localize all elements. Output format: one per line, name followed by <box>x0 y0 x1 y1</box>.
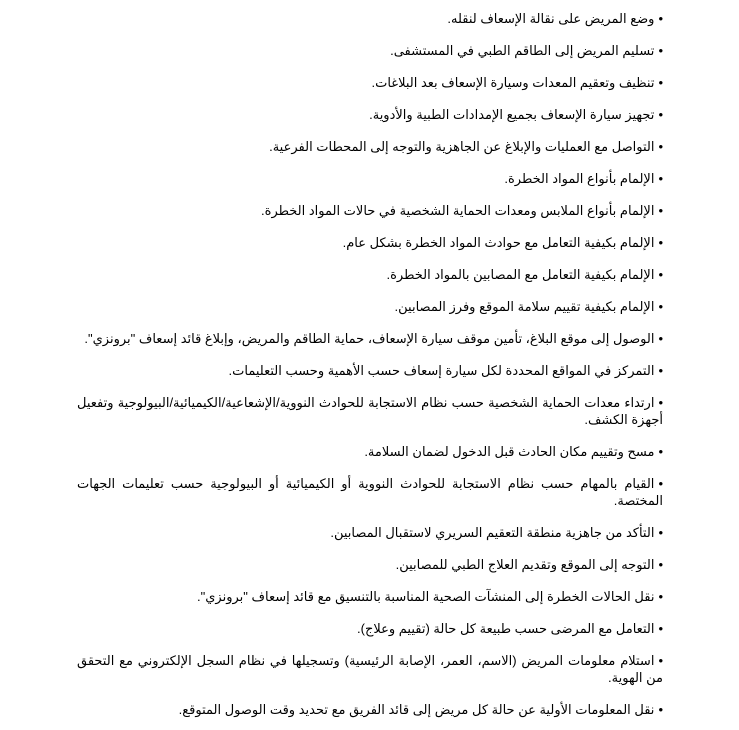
list-item <box>77 74 663 91</box>
bullet-icon: • <box>658 299 663 314</box>
list-item-text: تسليم المريض إلى الطاقم الطبي في المستشفى. <box>390 43 655 58</box>
list-item-text: الإلمام بأنواع المواد الخطرة. <box>504 171 655 186</box>
list-item <box>77 556 663 573</box>
list-item-text: تجهيز سيارة الإسعاف بجميع الإمدادات الطبية والأدوية. <box>369 107 655 122</box>
list-item <box>77 298 663 315</box>
list-item <box>77 10 663 27</box>
list-item-text: ارتداء معدات الحماية الشخصية حسب نظام الاستجابة للحوادث النووية/الإشعاعية/الكيميائية/البيولوجية وتفعيل أجهزة الكشف. <box>77 395 663 427</box>
bullet-icon: • <box>658 171 663 186</box>
list-item <box>77 524 663 541</box>
list-item <box>77 330 663 347</box>
list-item <box>77 202 663 219</box>
bullet-icon: • <box>658 235 663 250</box>
list-item-text: التمركز في المواقع المحددة لكل سيارة إسعاف حسب الأهمية وحسب التعليمات. <box>228 363 655 378</box>
list-item <box>77 652 663 686</box>
list-item <box>77 701 663 718</box>
list-item-text: نقل المعلومات الأولية عن حالة كل مريض إلى قائد الفريق مع تحديد وقت الوصول المتوقع. <box>178 702 655 717</box>
bullet-icon: • <box>658 75 663 90</box>
list-item <box>77 362 663 379</box>
list-item-text: الإلمام بأنواع الملابس ومعدات الحماية الشخصية في حالات المواد الخطرة. <box>261 203 655 218</box>
list-item-text: الإلمام بكيفية التعامل مع المصابين بالمواد الخطرة. <box>386 267 655 282</box>
bullet-icon: • <box>658 444 663 459</box>
list-item <box>77 620 663 637</box>
bullet-icon: • <box>658 557 663 572</box>
list-item-text: تنظيف وتعقيم المعدات وسيارة الإسعاف بعد البلاغات. <box>371 75 655 90</box>
bullet-icon: • <box>658 589 663 604</box>
list-item <box>77 588 663 605</box>
duties-bullet-list <box>77 10 663 718</box>
list-item-text: الإلمام بكيفية التعامل مع حوادث المواد الخطرة بشكل عام. <box>342 235 655 250</box>
bullet-icon: • <box>658 203 663 218</box>
list-item <box>77 443 663 460</box>
list-item <box>77 394 663 428</box>
list-item <box>77 234 663 251</box>
list-item <box>77 138 663 155</box>
list-item-text: نقل الحالات الخطرة إلى المنشآت الصحية المناسبة بالتنسيق مع قائد إسعاف "برونزي". <box>197 589 655 604</box>
list-item-text: التأكد من جاهزية منطقة التعقيم السريري لاستقبال المصابين. <box>330 525 655 540</box>
bullet-icon: • <box>658 476 663 491</box>
list-item <box>77 266 663 283</box>
list-item <box>77 106 663 123</box>
list-item-text: وضع المريض على نقالة الإسعاف لنقله. <box>447 11 655 26</box>
list-item <box>77 42 663 59</box>
list-item-text: التوجه إلى الموقع وتقديم العلاج الطبي للمصابين. <box>395 557 655 572</box>
bullet-icon: • <box>658 363 663 378</box>
bullet-icon: • <box>658 702 663 717</box>
list-item <box>77 170 663 187</box>
bullet-icon: • <box>658 653 663 668</box>
bullet-icon: • <box>658 107 663 122</box>
list-item-text: مسح وتقييم مكان الحادث قبل الدخول لضمان السلامة. <box>364 444 655 459</box>
bullet-icon: • <box>658 43 663 58</box>
list-item-text: القيام بالمهام حسب نظام الاستجابة للحوادث النووية أو الكيميائية أو البيولوجية حسب تعليمات الجهات المختصة. <box>77 476 663 508</box>
list-item-text: استلام معلومات المريض (الاسم، العمر، الإصابة الرئيسية) وتسجيلها في نظام السجل الإلكتروني مع التحقق من الهوية. <box>77 653 663 685</box>
bullet-icon: • <box>658 331 663 346</box>
list-item-text: التعامل مع المرضى حسب طبيعة كل حالة (تقييم وعلاج). <box>357 621 655 636</box>
bullet-icon: • <box>658 621 663 636</box>
bullet-icon: • <box>658 11 663 26</box>
list-item <box>77 475 663 509</box>
bullet-icon: • <box>658 525 663 540</box>
bullet-icon: • <box>658 139 663 154</box>
list-item-text: التواصل مع العمليات والإبلاغ عن الجاهزية والتوجه إلى المحطات الفرعية. <box>269 139 655 154</box>
bullet-icon: • <box>658 395 663 410</box>
list-item-text: الإلمام بكيفية تقييم سلامة الموقع وفرز المصابين. <box>394 299 655 314</box>
bullet-icon: • <box>658 267 663 282</box>
list-item-text: الوصول إلى موقع البلاغ، تأمين موقف سيارة الإسعاف، حماية الطاقم والمريض، وإبلاغ قائد إسعاف "برونزي". <box>84 331 655 346</box>
